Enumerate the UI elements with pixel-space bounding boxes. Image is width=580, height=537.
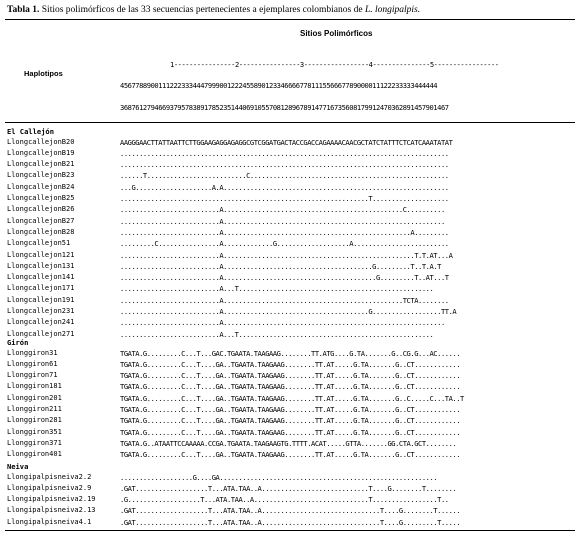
haplotype-sequence: ..........................A.......................................G.........T..T.A.T: [120, 261, 441, 271]
haplotype-sequence: ..........................A..................................................T.T.AT...A: [120, 250, 453, 260]
haplotype-name: Llonggiron281: [7, 416, 62, 425]
haplotype-sequence: TGATA.G..ATAATTCCAAAAA.CCGA.TGAATA.TAAGAAGTG.TTTT.ACAT.....GTTA.......GG.CTA.GCT........: [120, 438, 457, 448]
haplotype-name: LlongcallejonB26: [7, 205, 75, 214]
group-label: Neiva: [7, 462, 29, 471]
haplotype-name: Llonggiron181: [7, 382, 62, 391]
group-label: El Callejón: [7, 127, 54, 136]
haplotype-sequence: ..........................A........................................G.........T..AT...T: [120, 273, 449, 283]
haplotype-name: Llongcallejon121: [7, 250, 75, 259]
haplotype-sequence: .................................................................T....................: [120, 194, 449, 203]
haplotype-name: Llongcallejon171: [7, 284, 75, 293]
haplotype-sequence: AAGGGAACTTATTAATTCTTGGAAGAGGAGAGGCGTCGGATGACTACCGACCAGAAAACAACGCTATCTATTTCTCATCAAATATAT: [120, 137, 453, 147]
bottom-rule: [5, 530, 575, 531]
haplotype-sequence: ..........................A...............................................C..........: [120, 205, 445, 215]
haplotype-name: Llongcallejon231: [7, 307, 75, 315]
column-group-title: Sitios Polimórficos: [300, 29, 373, 38]
haplotype-sequence: ...................G....GA.........................................................: [120, 472, 438, 482]
haplotype-sequence: TGATA.G.........C...T....GA..TGAATA.TAAGAAG........TT.AT.....G.TA.......G..CT............: [120, 427, 461, 437]
haplotype-sequence: .GAT...................T...ATA.TAA..A............................T....G........T........: [120, 483, 457, 493]
caption-label: Tabla 1.: [7, 5, 40, 15]
position-units-row: 36876127946693795783891785235144069105570812896789147716735608179912470362891457901467: [120, 103, 449, 112]
haplotype-name: LlongcallejonB25: [7, 194, 75, 202]
haplotype-sequence: ......T..........................C....................................................: [120, 171, 449, 181]
haplotype-sequence: TGATA.G.........C...T....GA..TGAATA.TAAGAAG........TT.AT.....G.TA.......G..CT............: [120, 371, 461, 381]
haplotype-sequence: TGATA.G.........C...T....GA..TGAATA.TAAGAAG........TT.AT.....G.TA.......G..CT............: [120, 382, 461, 392]
haplotype-name: Llongcallejon131: [7, 261, 75, 270]
top-rule: [5, 19, 575, 20]
haplotype-sequence: .........C................A.............G...................A.........................: [120, 239, 449, 249]
haplotype-column-label: Haplotipos: [24, 69, 63, 78]
haplotype-sequence: .G...................T...ATA.TAA..A..............................T.................T..: [120, 495, 449, 505]
haplotype-sequence: .GAT...................T...ATA.TAA..A...............................T....G.........T.....: [120, 517, 461, 527]
haplotype-name: Llonggiron61: [7, 359, 58, 368]
haplotype-name: Llongipalpisneiva2.2: [7, 472, 92, 481]
haplotype-name: Llongcallejon141: [7, 273, 75, 282]
haplotype-sequence: TGATA.G.........C...T....GA..TGAATA.TAAGAAG........TT.AT.....G.TA.......G..CT............: [120, 450, 461, 460]
haplotype-sequence: ...G....................A.A...........................................................: [120, 182, 449, 192]
haplotype-name: LlongcallejonB27: [7, 216, 75, 225]
haplotype-name: LlongcallejonB23: [7, 171, 75, 180]
haplotype-sequence: ..........................A...T...................................................: [120, 329, 434, 339]
haplotype-sequence: ..........................A......................................G..................TT.A: [120, 307, 457, 316]
haplotype-name: Llonggiron211: [7, 405, 62, 413]
position-ruler: 1----------------2----------------3-----------------4---------------5-----------------: [170, 60, 499, 69]
table-caption: [7, 5, 577, 15]
haplotype-name: Llonggiron401: [7, 450, 62, 459]
haplotype-sequence: ..........................A..........................................................: [120, 216, 445, 226]
haplotype-sequence: TGATA.G.........C...T...GAC.TGAATA.TAAGAAG........TT.ATG....G.TA.......G..CG.G...AC......: [120, 348, 461, 358]
haplotype-sequence: TGATA.G.........C...T....GA..TGAATA.TAAGAAG........TT.AT.....G.TA.......G..CT............: [120, 405, 461, 414]
haplotype-name: Llongipalpisneiva2.9: [7, 483, 92, 492]
position-digits-row: 45677889001112223334447999001222455890123346666778111556667789000011122233333444444: [120, 81, 438, 90]
haplotype-sequence: ..........................A...............................................TCTA........: [120, 295, 449, 305]
haplotype-name: Llongcallejon191: [7, 295, 75, 304]
haplotype-name: Llongcallejon271: [7, 329, 75, 338]
haplotype-sequence: TGATA.G.........C...T....GA..TGAATA.TAAGAAG........TT.AT.....G.TA.......G..CT............: [120, 359, 461, 369]
haplotype-name: LlongcallejonB28: [7, 227, 75, 236]
caption-text: Sitios polimórficos de las 33 secuencias pertenecientes a ejemplares colombianos de: [39, 5, 365, 15]
haplotype-name: Llongipalpisneiva2.13: [7, 506, 96, 515]
haplotype-name: Llongipalpisneiva2.19: [7, 495, 96, 504]
haplotype-name: Llongcallejon241: [7, 318, 75, 327]
haplotype-sequence: TGATA.G.........C...T....GA..TGAATA.TAAGAAG........TT.AT.....G.TA.......G..CT............: [120, 416, 461, 426]
group-label: Girón: [7, 338, 29, 347]
haplotype-sequence: ..........................A.................................................A.........: [120, 227, 449, 237]
haplotype-name: Llonggiron201: [7, 393, 62, 402]
haplotype-name: LlongcallejonB19: [7, 148, 75, 157]
haplotype-name: LlongcallejonB21: [7, 160, 75, 169]
haplotype-sequence: ..........................A...T...................................................: [120, 284, 434, 294]
haplotype-sequence: TGATA.G.........C...T....GA..TGAATA.TAAGAAG........TT.AT.....G.TA.......G..C.....C...TA..T: [120, 393, 464, 403]
haplotype-name: Llongcallejon51: [7, 239, 71, 248]
haplotype-sequence: ......................................................................................: [120, 160, 449, 170]
haplotype-name: Llonggiron31: [7, 348, 58, 357]
haplotype-name: LlongcallejonB24: [7, 182, 75, 191]
haplotype-name: Llonggiron71: [7, 371, 58, 380]
caption-species: L. longipalpis.: [364, 5, 421, 15]
haplotype-sequence: ......................................................................................: [120, 148, 449, 158]
haplotype-name: Llonggiron371: [7, 438, 62, 447]
haplotype-name: Llonggiron351: [7, 427, 62, 436]
haplotype-name: Llongipalpisneiva4.1: [7, 517, 92, 526]
haplotype-sequence: ..........................A..........................................................: [120, 318, 445, 328]
haplotype-sequence: .GAT...................T...ATA.TAA..A...............................T....G........T......: [120, 506, 461, 516]
header-rule: [5, 122, 575, 123]
haplotype-name: LlongcallejonB20: [7, 137, 75, 146]
